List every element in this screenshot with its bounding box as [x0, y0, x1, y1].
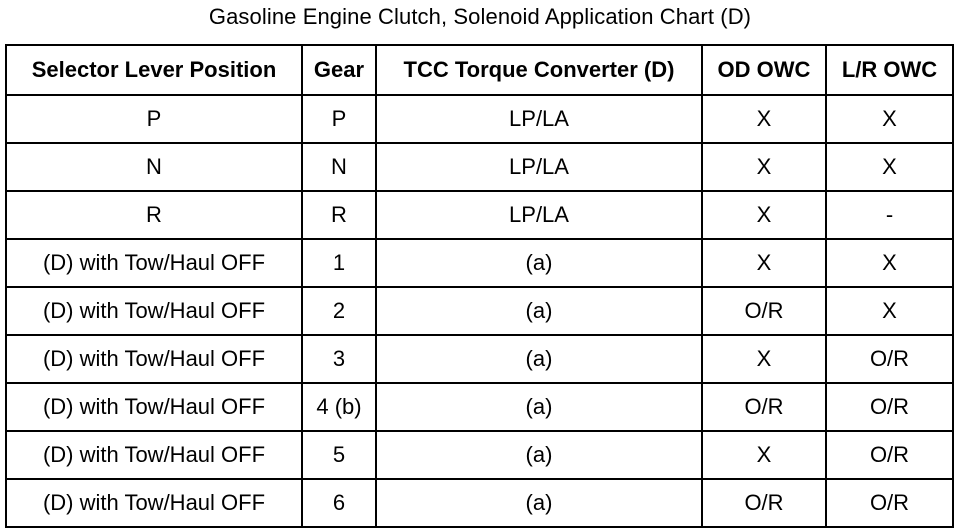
cell-lr-owc: X: [826, 287, 953, 335]
cell-od-owc: X: [702, 335, 826, 383]
cell-gear: 6: [302, 479, 376, 527]
cell-gear: 4 (b): [302, 383, 376, 431]
cell-lr-owc: X: [826, 95, 953, 143]
cell-gear: N: [302, 143, 376, 191]
table-row: [6, 335, 953, 383]
cell-tcc: (a): [376, 431, 702, 479]
cell-tcc: LP/LA: [376, 191, 702, 239]
cell-od-owc: X: [702, 143, 826, 191]
cell-tcc: (a): [376, 479, 702, 527]
cell-selector-position: N: [6, 143, 302, 191]
cell-selector-position: P: [6, 95, 302, 143]
table-row: [6, 479, 953, 527]
cell-lr-owc: X: [826, 239, 953, 287]
table-row: [6, 191, 953, 239]
table-row: [6, 383, 953, 431]
cell-tcc: (a): [376, 287, 702, 335]
cell-lr-owc: X: [826, 143, 953, 191]
cell-od-owc: O/R: [702, 479, 826, 527]
table-row: [6, 431, 953, 479]
table-row: [6, 95, 953, 143]
cell-od-owc: X: [702, 191, 826, 239]
chart-title: Gasoline Engine Clutch, Solenoid Application Chart (D): [208, 4, 752, 29]
cell-od-owc: X: [702, 431, 826, 479]
cell-tcc: (a): [376, 335, 702, 383]
header-gear: Gear: [302, 45, 376, 95]
cell-tcc: (a): [376, 239, 702, 287]
cell-lr-owc: O/R: [826, 383, 953, 431]
cell-od-owc: O/R: [702, 287, 826, 335]
cell-gear: 3: [302, 335, 376, 383]
header-tcc-torque-converter: TCC Torque Converter (D): [376, 45, 702, 95]
cell-gear: 1: [302, 239, 376, 287]
cell-selector-position: (D) with Tow/Haul OFF: [6, 239, 302, 287]
cell-tcc: LP/LA: [376, 143, 702, 191]
cell-gear: R: [302, 191, 376, 239]
cell-selector-position: (D) with Tow/Haul OFF: [6, 335, 302, 383]
header-od-owc: OD OWC: [702, 45, 826, 95]
cell-selector-position: (D) with Tow/Haul OFF: [6, 479, 302, 527]
cell-gear: P: [302, 95, 376, 143]
cell-lr-owc: O/R: [826, 431, 953, 479]
cell-od-owc: X: [702, 239, 826, 287]
cell-selector-position: (D) with Tow/Haul OFF: [6, 431, 302, 479]
cell-tcc: (a): [376, 383, 702, 431]
cell-od-owc: O/R: [702, 383, 826, 431]
table-row: [6, 287, 953, 335]
cell-lr-owc: -: [826, 191, 953, 239]
cell-gear: 2: [302, 287, 376, 335]
application-chart-table: [5, 44, 954, 528]
header-selector-lever-position: Selector Lever Position: [6, 45, 302, 95]
cell-gear: 5: [302, 431, 376, 479]
cell-selector-position: (D) with Tow/Haul OFF: [6, 383, 302, 431]
cell-od-owc: X: [702, 95, 826, 143]
cell-lr-owc: O/R: [826, 479, 953, 527]
cell-tcc: LP/LA: [376, 95, 702, 143]
cell-selector-position: (D) with Tow/Haul OFF: [6, 287, 302, 335]
table-row: [6, 143, 953, 191]
table-header-row: [6, 45, 953, 95]
header-lr-owc: L/R OWC: [826, 45, 953, 95]
cell-selector-position: R: [6, 191, 302, 239]
cell-lr-owc: O/R: [826, 335, 953, 383]
table-row: [6, 239, 953, 287]
